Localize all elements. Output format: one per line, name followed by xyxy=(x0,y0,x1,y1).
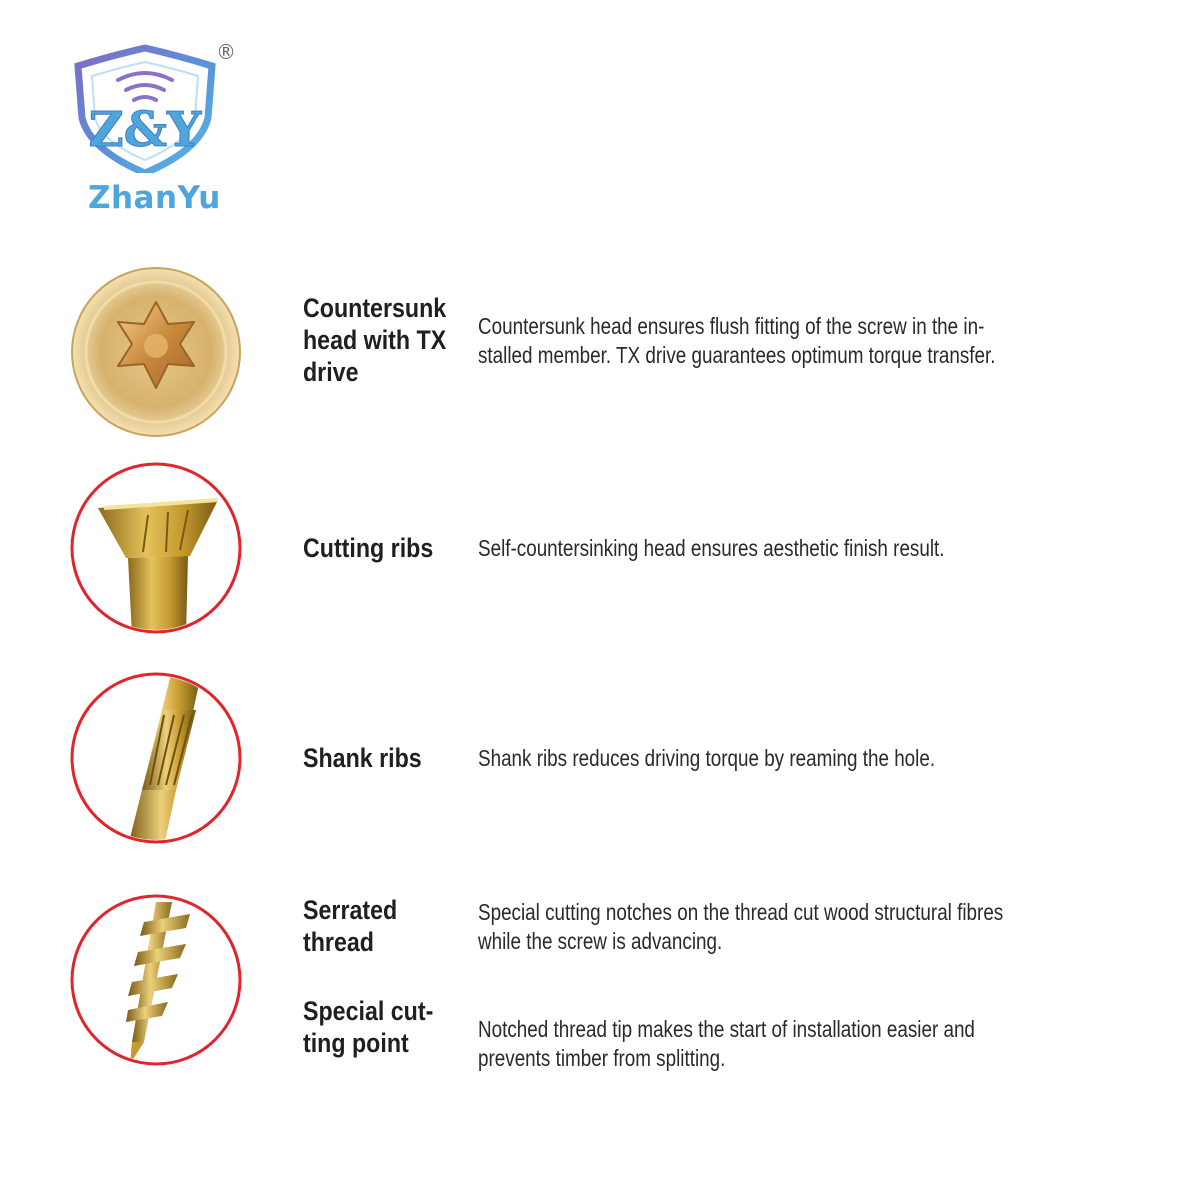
serrated-thread-icon xyxy=(68,892,244,1068)
feature-description: Self-countersinking head ensures aesthetic finish result. xyxy=(478,535,945,561)
logo-monogram: Z&Y xyxy=(88,102,202,158)
feature-description: Shank ribs reduces driving torque by reaming the hole. xyxy=(478,745,936,771)
feature-title: Shank ribs xyxy=(303,743,422,773)
feature-description: Special cutting notches on the thread cut wood structural fibres while the screw is advancing. xyxy=(478,899,1004,954)
feature-title: Cutting ribs xyxy=(303,533,434,563)
feature-title: Special cut- ting point xyxy=(303,996,434,1058)
cutting-ribs-icon xyxy=(68,460,244,636)
screw-head-tx-icon xyxy=(68,264,244,440)
brand-name: ZhanYu xyxy=(88,180,221,216)
feature-title: Serrated thread xyxy=(303,895,398,957)
feature-description: Notched thread tip makes the start of installation easier and prevents timber from splitting. xyxy=(478,1016,975,1071)
feature-title: Countersunk head with TX drive xyxy=(303,293,447,387)
brand-logo xyxy=(70,38,245,223)
registered-mark: ® xyxy=(216,40,236,64)
feature-description: Countersunk head ensures flush fitting of the screw in the in-stalled member. TX drive guarantees optimum torque transfer. xyxy=(478,313,996,368)
shank-ribs-icon xyxy=(68,670,244,846)
shield-logo-icon xyxy=(70,38,220,173)
